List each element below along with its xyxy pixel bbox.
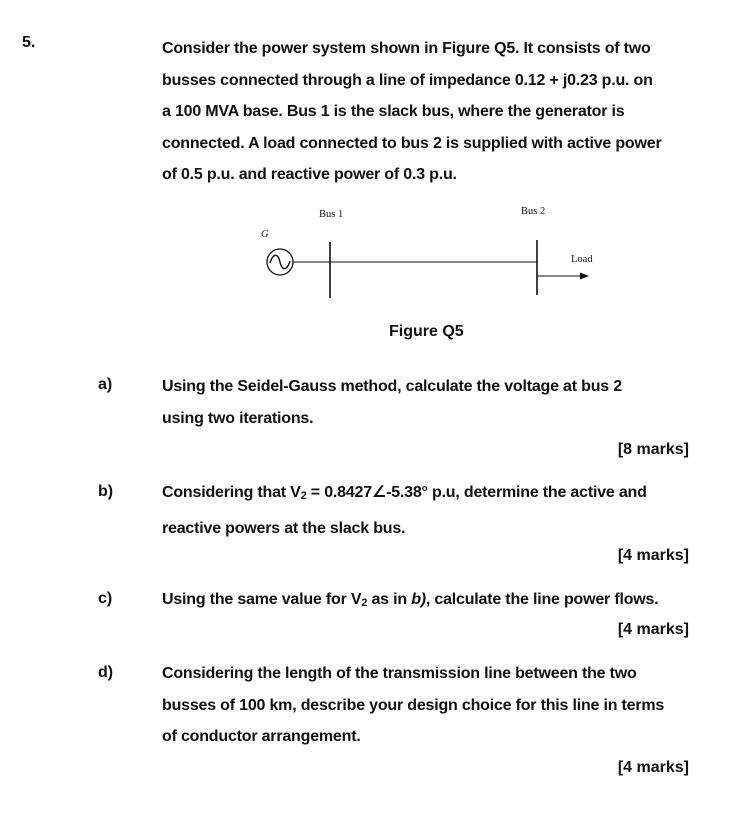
figure-caption: Figure Q5 [389, 323, 464, 340]
part-c-line-1 [162, 584, 702, 620]
part-d-line-3: of conductor arrangement. [162, 728, 361, 745]
part-b-line-1 [162, 477, 702, 513]
intro-line-4: connected. A load connected to bus 2 is supplied with active power [162, 134, 662, 152]
part-b-label: b) [98, 483, 114, 500]
part-b-line-2: reactive powers at the slack bus. [162, 519, 406, 537]
part-d-label: d) [98, 664, 114, 681]
part-a-line-2: using two iterations. [162, 409, 314, 427]
part-a-line-1: Using the Seidel-Gauss method, calculate the voltage at bus 2 [162, 378, 622, 395]
part-b-line-1-suffix: = 0.8427∠-5.38° p.u, determine the active and [306, 484, 647, 501]
question-number: 5. [22, 34, 36, 51]
part-a-text [162, 371, 702, 434]
part-b-text [162, 477, 702, 544]
part-b-v-subscript: 2 [300, 490, 307, 502]
intro-line-2: busses connected through a line of impedance 0.12 + j0.23 p.u. on [162, 71, 653, 89]
bus2-label: Bus 2 [521, 206, 546, 217]
load-arrow-icon [537, 273, 589, 280]
part-c-marks: [4 marks] [617, 621, 689, 638]
part-c-line-1-prefix: Using the same value for V [162, 591, 362, 608]
part-c-line-1-italic: b) [411, 591, 426, 608]
intro-line-1: Consider the power system shown in Figure Q5. It consists of two [162, 40, 651, 57]
figure-q5-diagram [255, 200, 615, 310]
part-c-text [162, 584, 702, 620]
part-c-label: c) [98, 590, 113, 607]
bus1-label: Bus 1 [319, 209, 344, 220]
part-a-label: a) [98, 376, 113, 393]
load-label: Load [571, 254, 593, 265]
part-c-v-subscript: 2 [361, 597, 368, 609]
part-d-line-1: Considering the length of the transmission line between the two [162, 665, 637, 682]
generator-label: G [261, 229, 269, 240]
part-a-marks: [8 marks] [617, 441, 689, 458]
part-c-line-1-suffix: , calculate the line power flows. [425, 591, 659, 608]
part-b-marks: [4 marks] [617, 547, 689, 564]
part-d-text [162, 658, 702, 753]
question-intro [162, 33, 702, 191]
part-c-line-1-mid: as in [367, 591, 412, 608]
part-b-line-1-prefix: Considering that V [162, 484, 301, 501]
part-d-marks: [4 marks] [617, 759, 689, 776]
intro-line-3: a 100 MVA base. Bus 1 is the slack bus, where the generator is [162, 103, 625, 120]
intro-line-5: of 0.5 p.u. and reactive power of 0.3 p.u. [162, 166, 457, 183]
part-d-line-2: busses of 100 km, describe your design choice for this line in terms [162, 696, 665, 714]
generator-icon [267, 249, 293, 275]
